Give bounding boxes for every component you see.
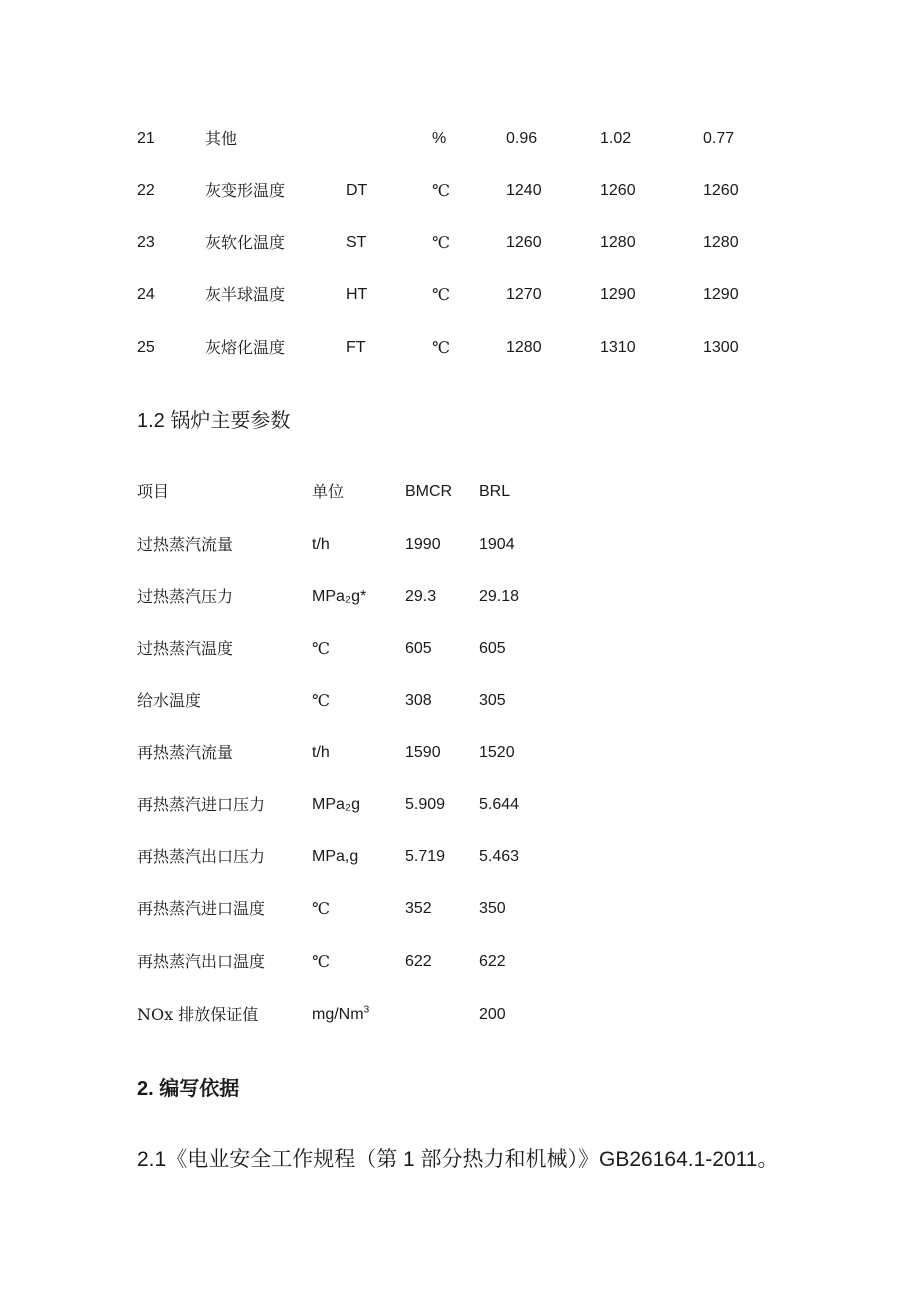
row-bmcr: 622 bbox=[405, 953, 432, 970]
row-unit: t/h bbox=[312, 536, 330, 553]
row-brl: 5.463 bbox=[479, 848, 520, 865]
unit-superscript: 3 bbox=[363, 1004, 370, 1016]
row-symbol: DT bbox=[346, 182, 368, 199]
row-number: 23 bbox=[137, 234, 155, 251]
row-value-2: 1280 bbox=[600, 234, 636, 251]
section-heading-1-2: 1.2 锅炉主要参数 bbox=[137, 410, 291, 432]
row-value-1: 1260 bbox=[506, 234, 542, 251]
row-name: 灰变形温度 bbox=[205, 181, 286, 200]
section-2-1-text: 2.1《电业安全工作规程（第 1 部分热力和机械）》GB26164.1-2011。 bbox=[137, 1148, 779, 1171]
row-item: NOx 排放保证值 bbox=[137, 1005, 259, 1024]
row-value-2: 1290 bbox=[600, 286, 636, 303]
row-number: 21 bbox=[137, 130, 155, 147]
row-item: 给水温度 bbox=[137, 691, 202, 710]
row-brl: 200 bbox=[479, 1006, 506, 1023]
row-item: 再热蒸汽流量 bbox=[137, 743, 234, 762]
row-value-3: 1300 bbox=[703, 339, 739, 356]
row-brl: 622 bbox=[479, 953, 506, 970]
row-bmcr: 1590 bbox=[405, 744, 441, 761]
row-name: 灰熔化温度 bbox=[205, 338, 286, 357]
row-symbol: ST bbox=[346, 234, 367, 251]
row-unit: MPa₂g* bbox=[312, 588, 367, 605]
row-symbol: HT bbox=[346, 286, 368, 303]
header-brl: BRL bbox=[479, 483, 511, 500]
row-unit: t/h bbox=[312, 744, 330, 761]
row-bmcr: 352 bbox=[405, 900, 432, 917]
row-unit: ℃ bbox=[432, 181, 450, 200]
row-unit: ℃ bbox=[312, 691, 330, 710]
row-symbol: FT bbox=[346, 339, 366, 356]
row-value-2: 1310 bbox=[600, 339, 636, 356]
row-value-3: 1260 bbox=[703, 182, 739, 199]
row-item: 过热蒸汽压力 bbox=[137, 587, 234, 606]
row-value-3: 1280 bbox=[703, 234, 739, 251]
row-name: 灰软化温度 bbox=[205, 233, 286, 252]
row-unit: MPa,g bbox=[312, 848, 359, 865]
row-item: 再热蒸汽进口温度 bbox=[137, 899, 266, 918]
row-name: 其他 bbox=[205, 129, 238, 148]
section-heading-2: 2. 编写依据 bbox=[137, 1078, 240, 1100]
row-brl: 5.644 bbox=[479, 796, 520, 813]
row-brl: 1520 bbox=[479, 744, 515, 761]
row-value-2: 1.02 bbox=[600, 130, 632, 147]
row-brl: 350 bbox=[479, 900, 506, 917]
row-item: 过热蒸汽温度 bbox=[137, 639, 234, 658]
row-unit: ℃ bbox=[432, 338, 450, 357]
row-item: 过热蒸汽流量 bbox=[137, 535, 234, 554]
row-value-1: 1240 bbox=[506, 182, 542, 199]
row-value-1: 1270 bbox=[506, 286, 542, 303]
row-name: 灰半球温度 bbox=[205, 285, 286, 304]
row-bmcr: 5.719 bbox=[405, 848, 446, 865]
row-bmcr: 1990 bbox=[405, 536, 441, 553]
row-unit: % bbox=[432, 130, 447, 147]
row-value-3: 1290 bbox=[703, 286, 739, 303]
row-unit: ℃ bbox=[312, 952, 330, 971]
row-unit: MPa₂g bbox=[312, 796, 361, 813]
row-unit: ℃ bbox=[432, 285, 450, 304]
row-unit: ℃ bbox=[312, 899, 330, 918]
row-item: 再热蒸汽进口压力 bbox=[137, 795, 266, 814]
row-bmcr: 605 bbox=[405, 640, 432, 657]
row-brl: 29.18 bbox=[479, 588, 520, 605]
row-value-1: 1280 bbox=[506, 339, 542, 356]
row-item: 再热蒸汽出口压力 bbox=[137, 847, 266, 866]
row-number: 24 bbox=[137, 286, 155, 303]
row-value-1: 0.96 bbox=[506, 130, 538, 147]
row-value-3: 0.77 bbox=[703, 130, 735, 147]
row-unit: ℃ bbox=[432, 233, 450, 252]
header-bmcr: BMCR bbox=[405, 483, 453, 500]
row-value-2: 1260 bbox=[600, 182, 636, 199]
row-number: 25 bbox=[137, 339, 155, 356]
row-number: 22 bbox=[137, 182, 155, 199]
row-unit bbox=[312, 1005, 369, 1025]
row-item: 再热蒸汽出口温度 bbox=[137, 952, 266, 971]
row-brl: 605 bbox=[479, 640, 506, 657]
row-brl: 1904 bbox=[479, 536, 515, 553]
row-bmcr: 29.3 bbox=[405, 588, 437, 605]
header-unit: 单位 bbox=[312, 482, 345, 501]
row-unit: ℃ bbox=[312, 639, 330, 658]
header-item: 项目 bbox=[137, 482, 170, 501]
row-brl: 305 bbox=[479, 692, 506, 709]
row-bmcr: 5.909 bbox=[405, 796, 446, 813]
row-bmcr: 308 bbox=[405, 692, 432, 709]
unit-base: mg/Nm bbox=[312, 1006, 364, 1023]
